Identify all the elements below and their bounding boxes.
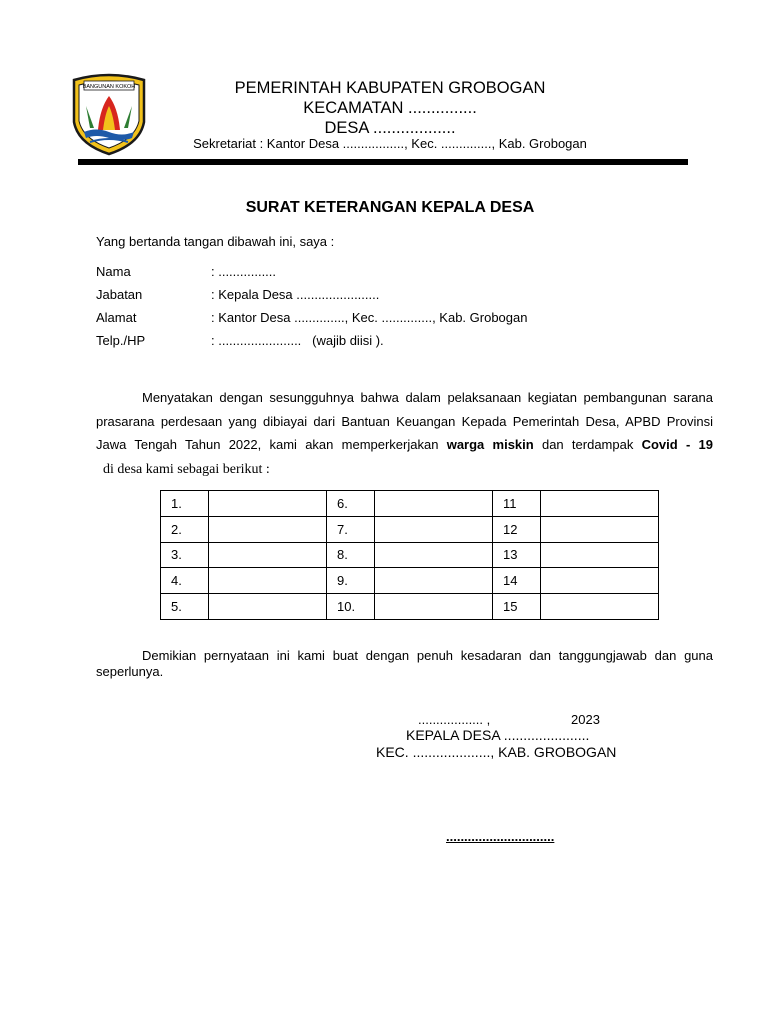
table-cell-blank — [540, 542, 658, 568]
intro-text: Yang bertanda tangan dibawah ini, saya : — [96, 234, 335, 249]
table-row — [161, 594, 659, 620]
table-cell-blank — [374, 516, 492, 542]
signature-year: 2023 — [571, 712, 600, 727]
table-cell-number: 7. — [326, 516, 374, 542]
closing-paragraph — [96, 648, 713, 680]
field-value-position: : Kepala Desa ....................... — [211, 287, 380, 302]
table-cell-blank — [540, 568, 658, 594]
header-village: DESA .................. — [324, 119, 456, 137]
field-label-phone: Telp./HP — [96, 333, 146, 348]
field-label-position: Jabatan — [96, 287, 143, 302]
table-row — [161, 542, 659, 568]
table-cell-number: 8. — [326, 542, 374, 568]
field-value-address: : Kantor Desa .............., Kec. .............., Kab. Grobogan — [211, 310, 528, 325]
signature-title: KEPALA DESA ...................... — [406, 727, 590, 743]
table-cell-blank — [208, 491, 326, 517]
table-cell-number: 6. — [326, 491, 374, 517]
signature-subtitle: KEC. ...................., KAB. GROBOGAN — [376, 744, 617, 760]
table-row — [161, 516, 659, 542]
signature-date: .................. , — [418, 712, 491, 727]
statement-part1: Menyatakan dengan sesungguhnya bahwa dalam pelaksanaan kegiatan pembangunan sarana prasarana perdesaan yang dibiayai dari Bantuan Keuangan Kepada Pemerintah Desa, APBD Provinsi Jawa Tengah Tahun 2022, kami akan memperkerjakan — [96, 390, 713, 452]
table-cell-number: 5. — [161, 594, 209, 620]
field-value-name: : ................ — [211, 264, 277, 279]
table-cell-number: 4. — [161, 568, 209, 594]
table-cell-number: 12 — [492, 516, 540, 542]
statement-bold-covid: Covid - 19 — [641, 437, 713, 452]
table-cell-number: 10. — [326, 594, 374, 620]
statement-part2: dan terdampak — [533, 437, 642, 452]
table-cell-number: 1. — [161, 491, 209, 517]
table-cell-number: 2. — [161, 516, 209, 542]
header-government: PEMERINTAH KABUPATEN GROBOGAN — [234, 79, 546, 97]
worker-table — [160, 490, 659, 620]
document-title: SURAT KETERANGAN KEPALA DESA — [245, 199, 535, 216]
table-row — [161, 568, 659, 594]
table-cell-blank — [208, 568, 326, 594]
field-label-address: Alamat — [96, 310, 137, 325]
table-cell-blank — [374, 491, 492, 517]
header-district: KECAMATAN ............... — [303, 99, 477, 117]
table-cell-blank — [540, 516, 658, 542]
table-cell-number: 9. — [326, 568, 374, 594]
table-cell-blank — [374, 594, 492, 620]
table-cell-blank — [208, 516, 326, 542]
table-cell-blank — [374, 542, 492, 568]
table-cell-blank — [540, 594, 658, 620]
logo-text: BANGUNAN KOKOH — [82, 84, 136, 90]
statement-paragraph — [96, 386, 713, 481]
regency-logo — [70, 72, 148, 156]
statement-part3: di desa kami sebagai berikut : — [96, 461, 270, 477]
table-cell-number: 14 — [492, 568, 540, 594]
table-cell-number: 13 — [492, 542, 540, 568]
table-cell-blank — [540, 491, 658, 517]
header-address: Sekretariat : Kantor Desa ................., Kec. .............., Kab. Grobogan — [193, 136, 587, 151]
field-label-name: Nama — [96, 264, 131, 279]
signature-name: .............................. — [446, 829, 555, 844]
header-divider — [78, 159, 688, 165]
statement-bold-poor: warga miskin — [446, 437, 534, 452]
closing-text: Demikian pernyataan ini kami buat dengan penuh kesadaran dan tanggungjawab dan guna seperlunya. — [96, 648, 713, 679]
table-cell-blank — [374, 568, 492, 594]
table-cell-blank — [208, 594, 326, 620]
table-cell-blank — [208, 542, 326, 568]
table-cell-number: 15 — [492, 594, 540, 620]
table-row — [161, 491, 659, 517]
table-cell-number: 11 — [492, 491, 540, 517]
table-cell-number: 3. — [161, 542, 209, 568]
field-value-phone: : ....................... (wajib diisi ). — [211, 333, 384, 348]
